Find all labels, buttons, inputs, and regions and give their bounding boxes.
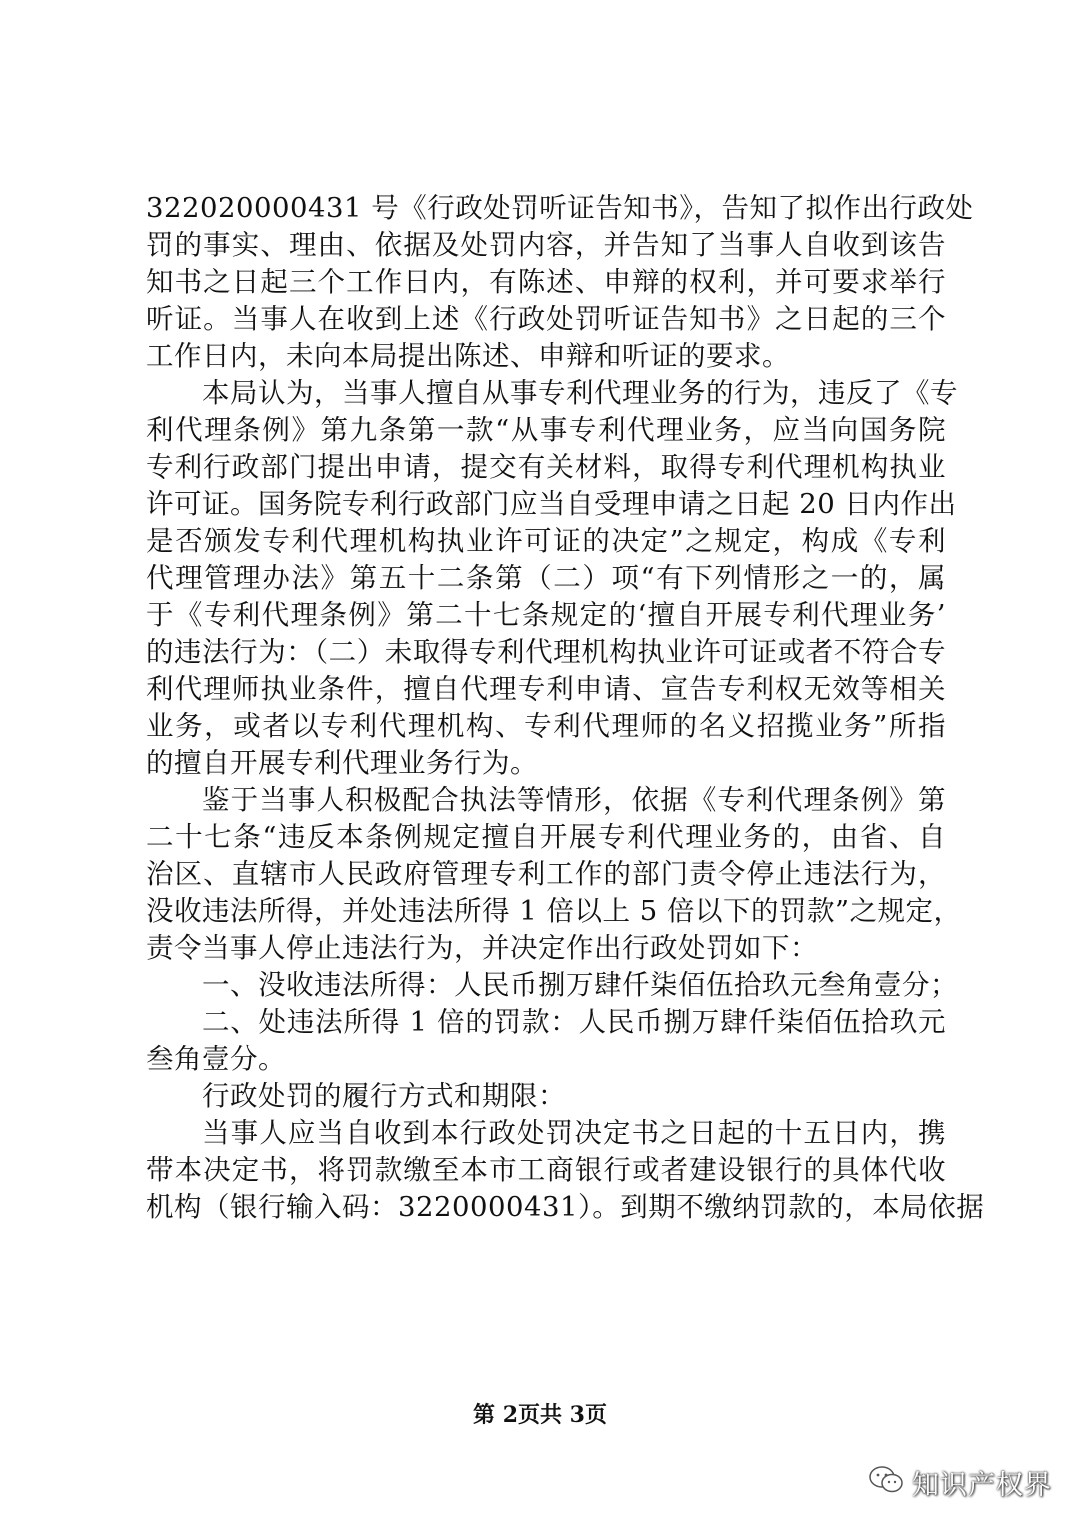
text-line: 专利行政部门提出申请，提交有关材料，取得专利代理机构执业 — [146, 451, 946, 483]
text-line: 机构（银行输入码：3220000431）。到期不缴纳罚款的，本局依据 — [146, 1191, 985, 1223]
text-line: 知书之日起三个工作日内，有陈述、申辩的权利，并可要求举行 — [146, 266, 946, 298]
page-number: 第 2页共 3页 — [473, 1402, 607, 1428]
account-watermark — [868, 1460, 1052, 1504]
text-line: 的违法行为：（二）未取得专利代理机构执业许可证或者不符合专 — [146, 636, 946, 668]
text-line: 工作日内，未向本局提出陈述、申辩和听证的要求。 — [146, 340, 790, 372]
text-line: 治区、直辖市人民政府管理专利工作的部门责令停止违法行为， — [146, 858, 946, 890]
text-line: 罚的事实、理由、依据及处罚内容，并告知了当事人自收到该告 — [146, 229, 946, 261]
text-line: 二、处违法所得 1 倍的罚款：人民币捌万肆仟柒佰伍拾玖元 — [202, 1006, 946, 1038]
text-line: 代理管理办法》第五十二条第（二）项“有下列情形之一的，属 — [146, 562, 946, 594]
text-line: 责令当事人停止违法行为，并决定作出行政处罚如下： — [146, 932, 818, 964]
watermark-label: 知识产权界 — [912, 1469, 1052, 1501]
text-line: 于《专利代理条例》第二十七条规定的‘擅自开展专利代理业务’ — [146, 599, 946, 631]
text-line: 鉴于当事人积极配合执法等情形，依据《专利代理条例》第 — [202, 784, 946, 816]
text-line: 利代理师执业条件，擅自代理专利申请、宣告专利权无效等相关 — [146, 673, 946, 705]
text-line: 没收违法所得，并处违法所得 1 倍以上 5 倍以下的罚款”之规定， — [146, 895, 962, 927]
text-line: 利代理条例》第九条第一款“从事专利代理业务，应当向国务院 — [146, 414, 946, 446]
text-line: 一、没收违法所得：人民币捌万肆仟柒佰伍拾玖元叁角壹分； — [202, 969, 958, 1001]
text-line: 叁角壹分。 — [146, 1043, 286, 1075]
text-line: 的擅自开展专利代理业务行为。 — [146, 747, 538, 779]
text-line: 当事人应当自收到本行政处罚决定书之日起的十五日内，携 — [202, 1117, 946, 1149]
wechat-icon — [868, 1464, 904, 1500]
text-line: 行政处罚的履行方式和期限： — [202, 1080, 566, 1112]
text-line: 业务，或者以专利代理机构、专利代理师的名义招揽业务”所指 — [146, 710, 946, 742]
text-line: 许可证。国务院专利行政部门应当自受理申请之日起 20 日内作出 — [146, 488, 957, 520]
document-body — [146, 190, 985, 1226]
text-line: 二十七条“违反本条例规定擅自开展专利代理业务的，由省、自 — [146, 821, 946, 853]
text-line: 是否颁发专利代理机构执业许可证的决定”之规定，构成《专利 — [146, 525, 946, 557]
text-line: 带本决定书，将罚款缴至本市工商银行或者建设银行的具体代收 — [146, 1154, 946, 1186]
text-line: 本局认为，当事人擅自从事专利代理业务的行为，违反了《专 — [202, 377, 958, 409]
text-line: 322020000431 号《行政处罚听证告知书》，告知了拟作出行政处 — [146, 192, 974, 224]
text-line: 听证。当事人在收到上述《行政处罚听证告知书》之日起的三个 — [146, 303, 946, 335]
